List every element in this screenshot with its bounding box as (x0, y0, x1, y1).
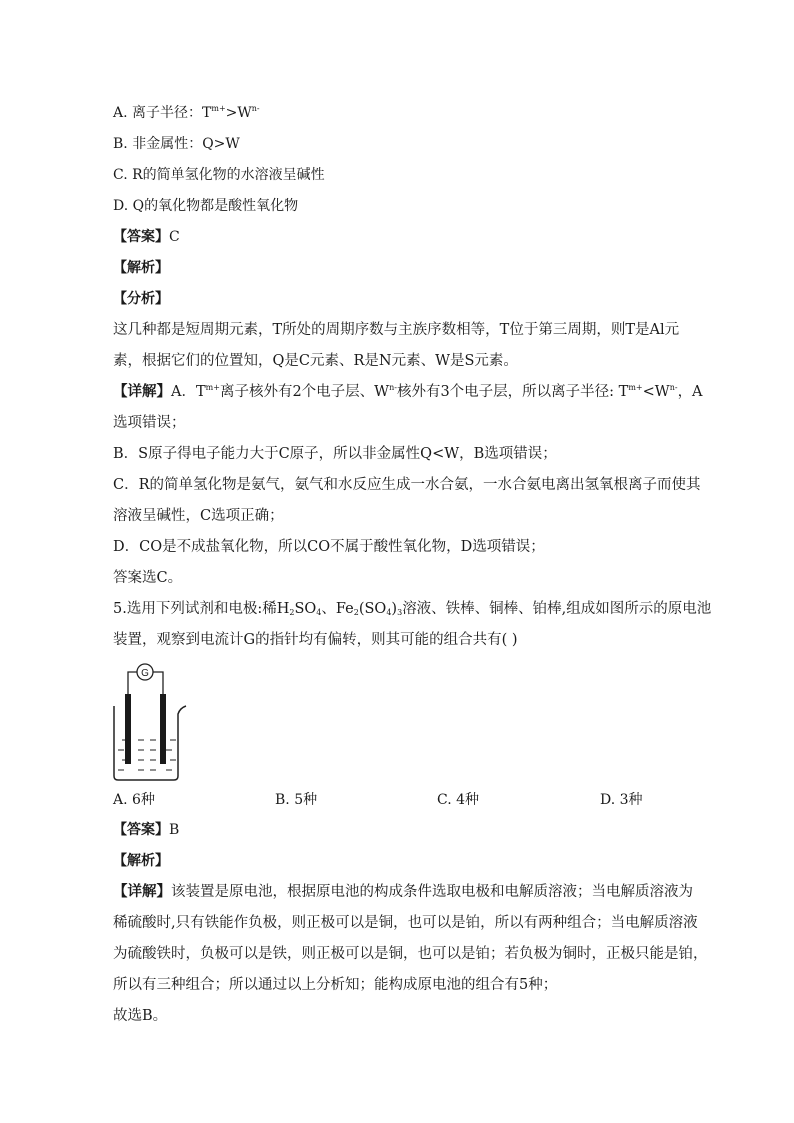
beaker (114, 706, 186, 780)
q5-conclusion: 故选B。 (113, 1008, 168, 1024)
q4-detail-c-line1: C．R的简单氢化物是氨气，氨气和水反应生成一水合氨，一水合氨电离出氢氧根离子而使其 (113, 477, 701, 493)
q4-detail-d: D．CO是不成盐氧化物，所以CO不属于酸性氧化物，D选项错误； (113, 539, 545, 555)
left-electrode (125, 694, 131, 764)
q5-stem-line1: 5.选用下列试剂和电极:稀$H_2SO_4$、$Fe_2(SO_4)_3$溶液、铁棒、铜棒、铂棒,组成如图所示的原电池 (113, 601, 712, 617)
q5-option-a: A. 6种 (113, 792, 155, 808)
q5-detail-line3: 为硫酸铁时，负极可以是铁，则正极可以是铜，也可以是铂；若负极为铜时，正极只能是铂， (113, 946, 708, 962)
q4-fenxi-line1: 这几种都是短周期元素，T所处的周期序数与主族序数相等，T位于第三周期，则T是Al元 (113, 322, 680, 338)
q4-option-a: A. 离子半径：$T^{m+}>W^{n-}$ (113, 104, 260, 121)
q5-answer: 【答案】B (113, 822, 180, 838)
galvanometer-label: G (141, 668, 149, 679)
q5-option-d: D. 3种 (600, 792, 643, 808)
q4-conclusion: 答案选C。 (113, 570, 183, 586)
q4-detail-a-line2: 选项错误； (113, 415, 186, 431)
q4-detail-c-line2: 溶液呈碱性，C选项正确； (113, 508, 284, 524)
galvanic-cell-diagram (108, 656, 193, 784)
q5-analysis-header: 【解析】 (113, 853, 169, 869)
q4-option-d: D. Q的氧化物都是酸性氧化物 (113, 198, 299, 214)
q5-stem-line2: 装置，观察到电流计G的指针均有偏转，则其可能的组合共有( ) (113, 632, 518, 648)
right-electrode (160, 694, 166, 764)
q4-detail-b: B．S原子得电子能力大于C原子，所以非金属性Q<W，B选项错误； (113, 446, 557, 462)
q4-analysis-header: 【解析】 (113, 260, 169, 276)
q5-detail-line1: 【详解】该装置是原电池，根据原电池的构成条件选取电极和电解质溶液；当电解质溶液为 (113, 883, 693, 900)
q5-detail-line2: 稀硫酸时,只有铁能作负极，则正极可以是铜，也可以是铂，所以有两种组合；当电解质溶液 (113, 915, 698, 931)
q5-option-c: C. 4种 (437, 792, 480, 808)
q4-answer: 【答案】C (113, 229, 180, 245)
q4-fenxi-header: 【分析】 (113, 291, 169, 307)
q4-option-b: B. 非金属性：Q>W (113, 136, 240, 152)
q4-fenxi-line2: 素，根据它们的位置知，Q是C元素、R是N元素、W是S元素。 (113, 353, 518, 369)
q4-option-c: C. R的简单氢化物的水溶液呈碱性 (113, 167, 325, 183)
q4-detail-a-line1: 【详解】A．$T^{m+}$离子核外有2个电子层、$W^{n-}$核外有3个电子层，所以离子半径: $T^{m+}<W^{n-}$，A (113, 383, 703, 400)
q5-option-b: B. 5种 (275, 792, 318, 808)
q5-detail-line4: 所以有三种组合；所以通过以上分析知；能构成原电池的组合有5种； (113, 977, 558, 993)
